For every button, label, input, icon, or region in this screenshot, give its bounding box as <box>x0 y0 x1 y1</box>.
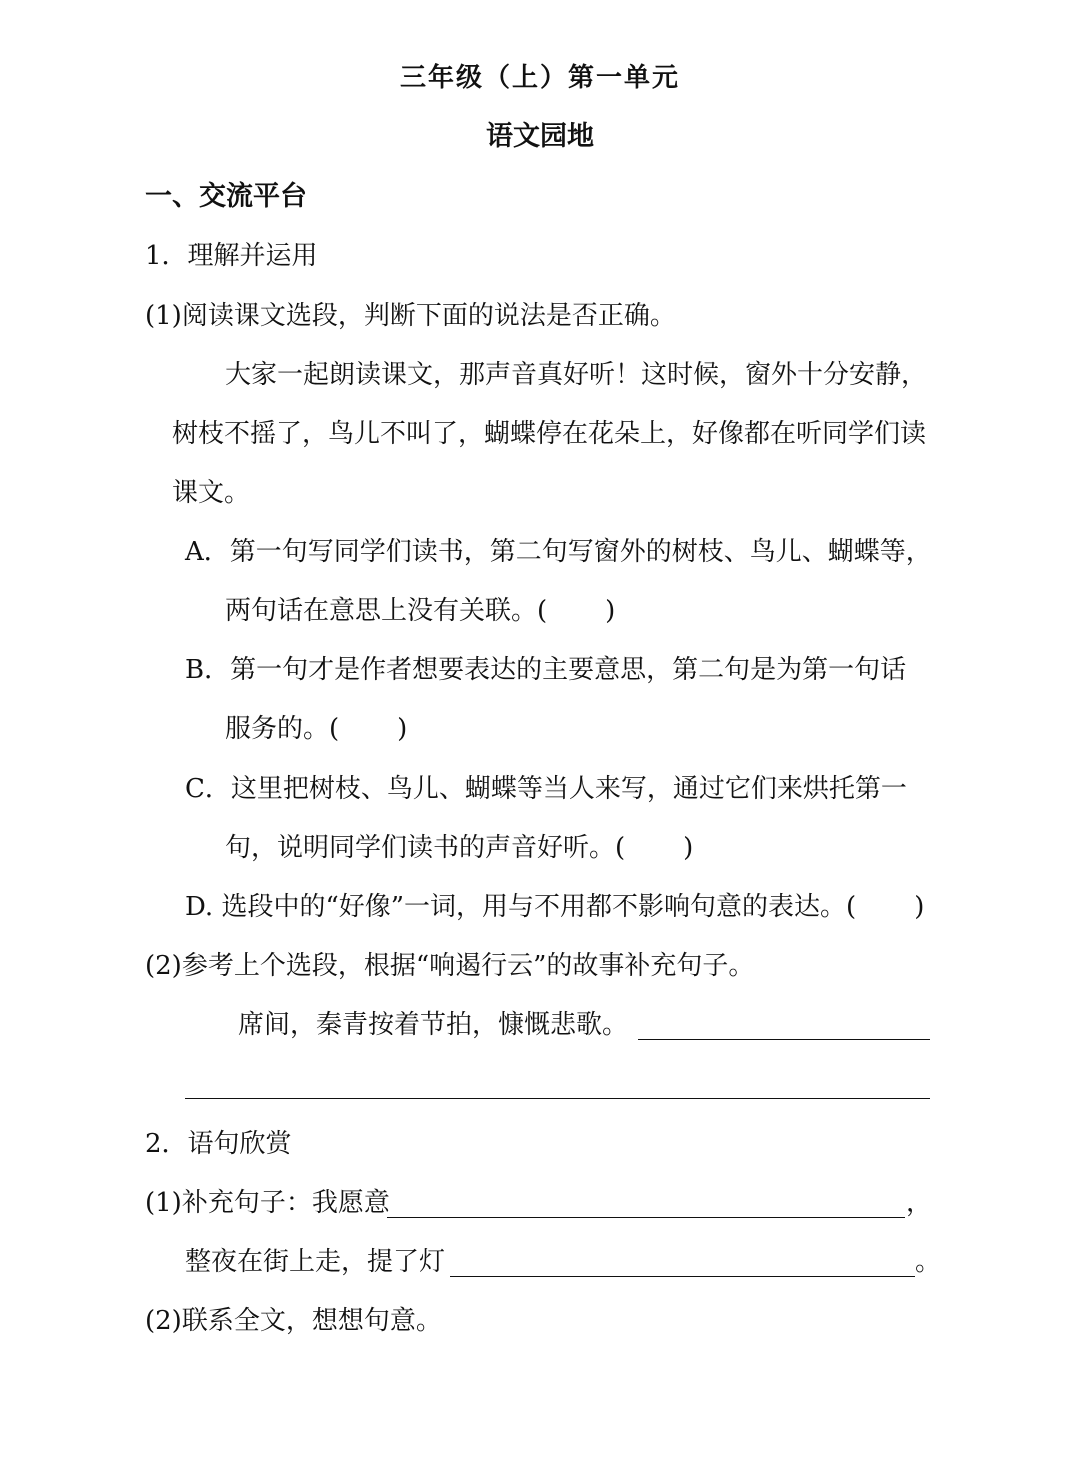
passage-line-1: 大家一起朗读课文，那声音真好听！这时候，窗外十分安静， <box>225 360 928 390</box>
page-subtitle: 语文园地 <box>486 121 594 152</box>
question-1-label: 1．理解并运用 <box>145 241 318 271</box>
passage-line-3: 课文。 <box>172 478 251 508</box>
option-b-line-1: B．第一句才是作者想要表达的主要意思，第二句是为第一句话 <box>185 655 907 685</box>
option-d-line: D. 选段中的“好像”一词，用与不用都不影响句意的表达。( ) <box>185 892 925 922</box>
question-2-1-prompt: (1)补充句子：我愿意 <box>145 1188 390 1218</box>
question-1-2-prompt: (2)参考上个选段，根据“响遏行云”的故事补充句子。 <box>145 951 755 981</box>
answer-blank-2[interactable] <box>185 1065 930 1099</box>
answer-blank-4[interactable] <box>450 1243 915 1277</box>
option-a-line-1: A．第一句写同学们读书，第二句写窗外的树枝、鸟儿、蝴蝶等， <box>185 537 932 567</box>
page-title: 三年级（上）第一单元 <box>399 63 680 93</box>
section-heading: 一、交流平台 <box>145 181 307 212</box>
sentence-prompt: 席间，秦青按着节拍，慷慨悲歌。 <box>238 1010 629 1040</box>
question-1-1-prompt: (1)阅读课文选段，判断下面的说法是否正确。 <box>145 301 676 331</box>
option-c-line-2: 句，说明同学们读书的声音好听。( ) <box>225 833 694 863</box>
option-b-line-2: 服务的。( ) <box>225 714 408 744</box>
answer-blank-3[interactable] <box>387 1184 905 1218</box>
question-2-1-line-2: 整夜在街上走，提了灯 <box>185 1247 446 1277</box>
period-mark: 。 <box>915 1247 942 1277</box>
question-2-2-prompt: (2)联系全文，想想句意。 <box>145 1306 442 1336</box>
question-2-label: 2．语句欣赏 <box>145 1129 292 1159</box>
option-c-line-1: C．这里把树枝、鸟儿、蝴蝶等当人来写，通过它们来烘托第一 <box>185 774 907 804</box>
comma-mark: ， <box>906 1188 933 1218</box>
option-a-line-2: 两句话在意思上没有关联。( ) <box>225 596 616 626</box>
passage-line-2: 树枝不摇了，鸟儿不叫了，蝴蝶停在花朵上，好像都在听同学们读 <box>172 419 927 449</box>
answer-blank-1[interactable] <box>638 1006 930 1040</box>
